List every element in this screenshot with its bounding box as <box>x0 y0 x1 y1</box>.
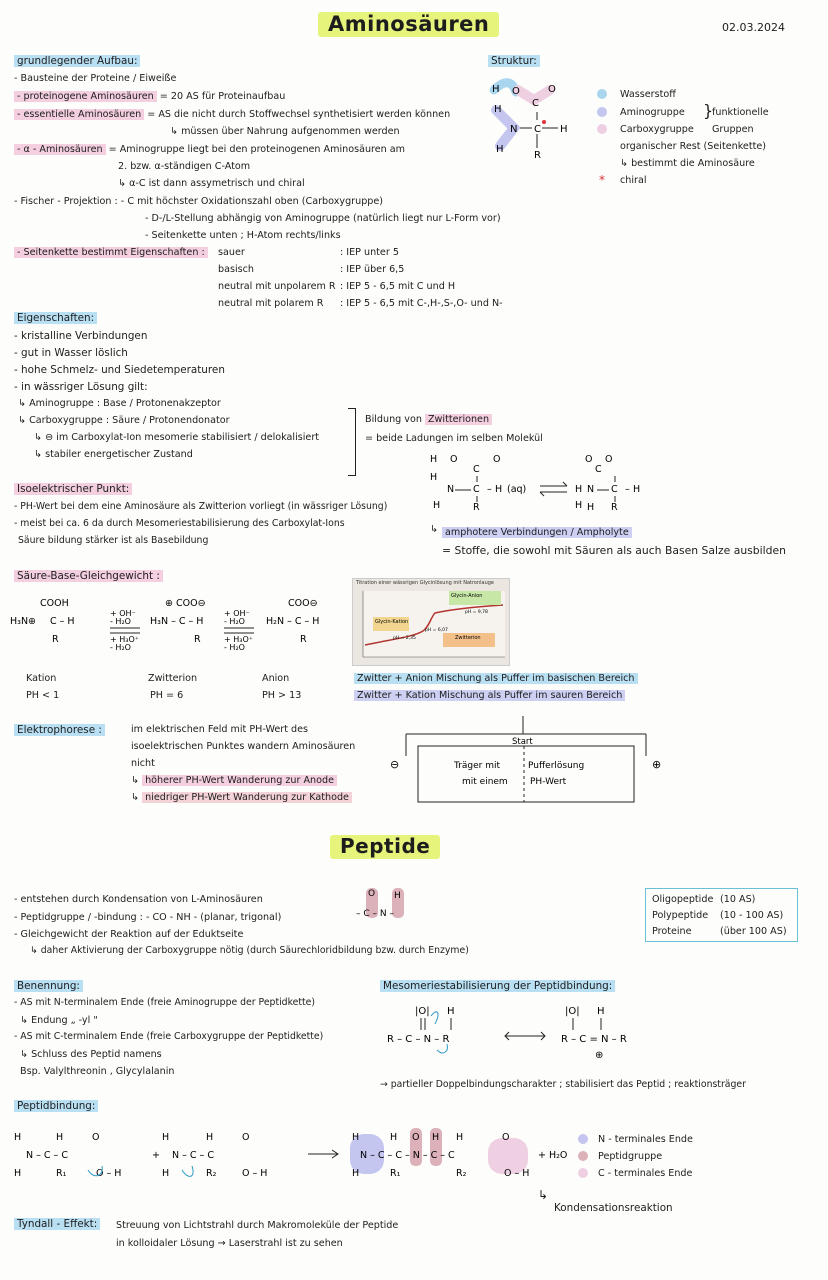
legend-label: organischer Rest (Seitenkette) <box>620 141 766 152</box>
text-line: amphotere Verbindungen / Ampholyte <box>442 527 632 538</box>
svg-text:mit einem: mit einem <box>462 777 508 787</box>
svg-text:C: C <box>595 464 602 475</box>
section-heading-aufbau: grundlegender Aufbau: <box>14 55 140 67</box>
svg-text:R – C – N – R: R – C – N – R <box>387 1034 450 1045</box>
buffer-note: Zwitter + Kation Mischung als Puffer im sauren Bereich <box>354 690 625 701</box>
text-line: - Seitenkette bestimmt Eigenschaften : <box>14 247 208 258</box>
text-line: ↳ niedriger PH-Wert Wanderung zur Kathode <box>131 792 352 803</box>
acid-base-equilibrium <box>10 588 350 660</box>
svg-text:H: H <box>575 484 583 495</box>
svg-text:H: H <box>575 500 583 511</box>
svg-text:–: – <box>487 484 492 495</box>
svg-text:N – C – C – N – C – C: N – C – C – N – C – C <box>360 1150 455 1161</box>
brace-icon: } <box>703 101 714 120</box>
text-line: - PH-Wert bei dem eine Aminosäure als Zwitterion vorliegt (in wässriger Lösung) <box>14 501 388 512</box>
legend-label: C - terminales Ende <box>598 1168 693 1179</box>
legend-label: Aminogruppe <box>620 107 685 118</box>
svg-text:H: H <box>206 1132 214 1143</box>
svg-text:O: O <box>605 454 613 465</box>
svg-text:O: O <box>368 889 376 899</box>
svg-text:O: O <box>512 86 520 97</box>
legend-dot-carboxygruppe <box>597 124 607 134</box>
svg-text:H: H <box>447 1006 455 1017</box>
species-name: Zwitterion <box>148 673 198 684</box>
section-heading-benennung: Benennung: <box>14 980 83 992</box>
text-line: - entstehen durch Kondensation von L-Aminosäuren <box>14 894 263 905</box>
svg-text:H: H <box>587 502 595 513</box>
svg-text:R: R <box>611 502 618 513</box>
prop-key: basisch <box>218 264 254 275</box>
amino-acid-structure <box>482 72 592 172</box>
legend-dot-n-terminal <box>578 1134 588 1144</box>
svg-text:H: H <box>433 500 441 511</box>
svg-text:R₁: R₁ <box>56 1168 67 1179</box>
section-heading-elektrophorese: Elektrophorese : <box>14 724 105 736</box>
svg-text:R₁: R₁ <box>390 1168 401 1179</box>
text-line: nicht <box>131 758 155 769</box>
bracket <box>348 408 356 476</box>
svg-text:+ H₃O⁺: + H₃O⁺ <box>110 635 139 644</box>
prop-value: : IEP 5 - 6,5 mit C-,H-,S-,O- und N- <box>340 298 503 309</box>
brace-label: Gruppen <box>712 124 754 135</box>
svg-text:O: O <box>412 1132 420 1143</box>
svg-text:H: H <box>456 1132 464 1143</box>
species-ph: PH = 6 <box>150 690 184 701</box>
star-icon: * <box>599 173 605 187</box>
text-line: Bsp. Valylthreonin , Glycylalanin <box>20 1066 175 1077</box>
peptide-bond-reaction <box>12 1126 572 1188</box>
text-line: ↳ müssen über Nahrung aufgenommen werden <box>170 126 400 137</box>
arrow-icon: ↳ <box>430 524 439 535</box>
svg-text:O: O <box>548 84 556 95</box>
section-heading-struktur: Struktur: <box>488 55 540 67</box>
svg-text:N – C – C: N – C – C <box>172 1150 214 1161</box>
legend-dot-wasserstoff <box>597 89 607 99</box>
section-heading-mesomerie: Mesomeriestabilisierung der Peptidbindung: <box>380 980 615 992</box>
svg-text:H: H <box>494 104 502 115</box>
svg-text:+ H₃O⁺: + H₃O⁺ <box>224 635 253 644</box>
svg-text:H: H <box>390 1132 398 1143</box>
svg-text:H₂N – C – H: H₂N – C – H <box>266 616 320 627</box>
titration-image: Titration einer wässrigen Glycinlösung mit Natronlauge Glycin-Kation Glycin-Anion Zwitterion pH = 2,35 pH = 6,07 pH = 9,78 <box>352 578 510 666</box>
svg-text:- H₂O: - H₂O <box>110 643 131 652</box>
svg-text:O: O <box>585 454 593 465</box>
svg-text:O – H: O – H <box>96 1168 122 1179</box>
box-key: Oligopeptide <box>652 894 714 905</box>
svg-text:(aq): (aq) <box>507 484 527 495</box>
legend-dot-peptidgruppe <box>578 1151 588 1161</box>
text-line: Bildung von Zwitterionen <box>365 414 492 425</box>
box-key: Polypeptide <box>652 910 709 921</box>
prop-key: neutral mit polarem R <box>218 298 324 309</box>
prop-value: : IEP über 6,5 <box>340 264 405 275</box>
svg-text:- H₂O: - H₂O <box>224 643 245 652</box>
box-value: (10 - 100 AS) <box>720 910 784 921</box>
text-line: - in wässriger Lösung gilt: <box>14 381 148 393</box>
page-title: Aminosäuren <box>318 12 499 37</box>
svg-text:pH = 9,78: pH = 9,78 <box>465 610 488 615</box>
svg-text:H: H <box>495 484 503 495</box>
legend-label: ↳ bestimmt die Aminosäure <box>620 158 755 169</box>
text-line: in kolloidaler Lösung → Laserstrahl ist zu sehen <box>116 1238 343 1249</box>
svg-text:pH = 6,07: pH = 6,07 <box>425 628 448 633</box>
svg-text:|O|: |O| <box>415 1006 430 1017</box>
text-line: ↳ Schluss des Peptid namens <box>20 1049 162 1060</box>
prop-key: sauer <box>218 247 245 258</box>
svg-text:C: C <box>611 484 618 495</box>
text-line: Kondensationsreaktion <box>554 1202 673 1214</box>
svg-text:H: H <box>432 1132 440 1143</box>
svg-text:+ H₂O: + H₂O <box>538 1150 568 1161</box>
svg-text:H: H <box>162 1168 170 1179</box>
svg-text:R: R <box>194 634 201 645</box>
text-line: ↳ daher Aktivierung der Carboxygruppe nötig (durch Säurechloridbildung bzw. durch Enzyme) <box>30 945 469 956</box>
svg-text:H: H <box>352 1132 360 1143</box>
svg-text:H: H <box>430 472 438 483</box>
svg-text:pH = 2,35: pH = 2,35 <box>393 636 416 641</box>
svg-text:⊕ COO⊖: ⊕ COO⊖ <box>165 598 206 609</box>
section-heading-gleichgewicht: Säure-Base-Gleichgewicht : <box>14 570 163 582</box>
species-name: Anion <box>262 673 290 684</box>
svg-text:H₃N – C – H: H₃N – C – H <box>150 616 204 627</box>
svg-text:Glycin-Kation: Glycin-Kation <box>375 619 409 625</box>
text-line: - kristalline Verbindungen <box>14 330 148 342</box>
svg-text:- H₂O: - H₂O <box>110 617 131 626</box>
text-line: ↳ ⊖ im Carboxylat-Ion mesomerie stabilisiert / delokalisiert <box>34 432 320 443</box>
svg-text:C: C <box>473 464 480 475</box>
text-line: Streuung von Lichtstrahl durch Makromoleküle der Peptide <box>116 1220 399 1231</box>
text-line: - Gleichgewicht der Reaktion auf der Eduktseite <box>14 929 244 940</box>
svg-text:O – H: O – H <box>242 1168 268 1179</box>
text-line: im elektrischen Feld mit PH-Wert des <box>131 724 309 735</box>
svg-text:R: R <box>473 502 480 513</box>
svg-text:C: C <box>473 484 480 495</box>
text-line: - essentielle Aminosäuren = AS die nicht durch Stoffwechsel synthetisiert werden können <box>14 109 450 120</box>
arrow-icon: ↳ <box>538 1188 549 1202</box>
peptide-group-structure <box>354 884 424 928</box>
svg-text:COO⊖: COO⊖ <box>288 598 318 609</box>
legend-label: chiral <box>620 175 647 186</box>
text-line: - Peptidgruppe / -bindung : - CO - NH - (planar, trigonal) <box>14 912 282 923</box>
brace-label: funktionelle <box>712 107 769 118</box>
legend-label: Carboxygruppe <box>620 124 694 135</box>
legend-label: Wasserstoff <box>620 89 676 100</box>
text-line: ↳ stabiler energetischer Zustand <box>34 449 193 460</box>
svg-text:H: H <box>496 144 504 155</box>
svg-text:H: H <box>560 124 568 135</box>
text-line: = beide Ladungen im selben Molekül <box>365 433 543 444</box>
legend-dot-aminogruppe <box>597 107 607 117</box>
box-value: (über 100 AS) <box>720 926 787 937</box>
text-line: - Bausteine der Proteine / Eiweiße <box>14 73 177 84</box>
svg-text:N: N <box>447 484 455 495</box>
svg-text:O: O <box>502 1132 510 1143</box>
text-line: ↳ Aminogruppe : Base / Protonenakzeptor <box>18 398 221 409</box>
legend-label: Peptidgruppe <box>598 1151 663 1162</box>
svg-text:H: H <box>430 454 438 465</box>
svg-text:Start: Start <box>512 737 533 747</box>
svg-text:C – H: C – H <box>50 616 75 627</box>
svg-text:PH-Wert: PH-Wert <box>530 777 567 787</box>
svg-text:H: H <box>394 891 401 901</box>
text-line: - proteinogene Aminosäuren = 20 AS für Proteinaufbau <box>14 91 285 102</box>
mesomerism-structures <box>385 1000 665 1064</box>
species-name: Kation <box>26 673 57 684</box>
electrophoresis-diagram <box>388 716 678 818</box>
svg-text:H: H <box>162 1132 170 1143</box>
svg-text:H: H <box>56 1132 64 1143</box>
svg-text:H: H <box>492 84 500 95</box>
box-value: (10 AS) <box>720 894 756 905</box>
section-title-peptide: Peptide <box>330 835 440 859</box>
svg-text:H: H <box>14 1132 22 1143</box>
svg-text:R₂: R₂ <box>456 1168 467 1179</box>
svg-text:Träger mit: Träger mit <box>454 761 500 771</box>
text-line: ↳ Carboxygruppe : Säure / Protonendonator <box>18 415 230 426</box>
svg-text:O: O <box>92 1132 100 1143</box>
svg-text:- H₂O: - H₂O <box>224 617 245 626</box>
svg-text:⊕: ⊕ <box>652 758 662 771</box>
svg-text:N: N <box>587 484 595 495</box>
svg-text:– C – N –: – C – N – <box>356 909 394 919</box>
text-line: ↳ Endung „ -yl " <box>20 1015 98 1026</box>
text-line: 2. bzw. α-ständigen C-Atom <box>118 161 251 172</box>
section-heading-iep: Isoelektrischer Punkt: <box>14 483 132 495</box>
text-line: - gut in Wasser löslich <box>14 347 128 359</box>
svg-text:–: – <box>625 484 630 495</box>
buffer-note: Zwitter + Anion Mischung als Puffer im basischen Bereich <box>354 673 638 684</box>
text-line: - D-/L-Stellung abhängig von Aminogruppe (natürlich liegt nur L-Form vor) <box>145 213 501 224</box>
text-line: isoelektrischen Punktes wandern Aminosäuren <box>131 741 356 752</box>
species-ph: PH < 1 <box>26 690 60 701</box>
svg-text:Pufferlösung: Pufferlösung <box>528 761 585 771</box>
svg-text:⊖: ⊖ <box>390 758 400 771</box>
species-ph: PH > 13 <box>262 690 302 701</box>
text-line: - AS mit N-terminalem Ende (freie Aminogruppe der Peptidkette) <box>14 997 315 1008</box>
svg-text:O: O <box>450 454 458 465</box>
svg-text:COOH: COOH <box>40 598 69 609</box>
svg-text:+ OH⁻: + OH⁻ <box>224 609 250 618</box>
prop-value: : IEP unter 5 <box>340 247 399 258</box>
prop-key: neutral mit unpolarem R <box>218 281 336 292</box>
text-line: = Stoffe, die sowohl mit Säuren als auch Basen Salze ausbilden <box>442 544 786 557</box>
svg-text:R: R <box>300 634 307 645</box>
text-line: Säure bildung stärker ist als Basebildung <box>18 535 209 546</box>
svg-text:Glycin-Anion: Glycin-Anion <box>451 593 483 599</box>
svg-text:C: C <box>532 98 539 109</box>
text-line: ↳ höherer PH-Wert Wanderung zur Anode <box>131 775 337 786</box>
svg-text:H: H <box>14 1168 22 1179</box>
svg-text:+: + <box>152 1150 160 1161</box>
text-line: - Seitenkette unten ; H-Atom rechts/links <box>145 230 341 241</box>
svg-text:|O|: |O| <box>565 1006 580 1017</box>
legend-dot-c-terminal <box>578 1168 588 1178</box>
svg-text:+ OH⁻: + OH⁻ <box>110 609 136 618</box>
svg-text:Zwitterion: Zwitterion <box>455 635 481 641</box>
date: 02.03.2024 <box>722 21 785 34</box>
svg-text:R – C = N – R: R – C = N – R <box>561 1034 627 1045</box>
svg-text:R: R <box>52 634 59 645</box>
section-heading-eigenschaften: Eigenschaften: <box>14 312 97 324</box>
svg-text:⊕: ⊕ <box>595 1050 604 1061</box>
box-key: Proteine <box>652 926 692 937</box>
svg-text:H: H <box>352 1168 360 1179</box>
svg-text:O: O <box>242 1132 250 1143</box>
section-heading-tyndall: Tyndall - Effekt: <box>14 1218 100 1230</box>
svg-text:H: H <box>633 484 641 495</box>
svg-text:N: N <box>510 124 518 135</box>
svg-text:H₃N⊕: H₃N⊕ <box>10 616 37 627</box>
svg-text:R₂: R₂ <box>206 1168 217 1179</box>
prop-value: : IEP 5 - 6,5 mit C und H <box>340 281 456 292</box>
legend-label: N - terminales Ende <box>598 1134 693 1145</box>
svg-text:H: H <box>597 1006 605 1017</box>
svg-text:N – C – C: N – C – C <box>26 1150 68 1161</box>
svg-text:O – H: O – H <box>504 1168 530 1179</box>
text-line: ↳ α-C ist dann assymetrisch und chiral <box>118 178 305 189</box>
zwitterion-equilibrium <box>425 450 655 520</box>
svg-text:O: O <box>493 454 501 465</box>
text-line: - meist bei ca. 6 da durch Mesomeriestabilisierung des Carboxylat-Ions <box>14 518 345 529</box>
text-line: - Fischer - Projektion : - C mit höchster Oxidationszahl oben (Carboxygruppe) <box>14 196 384 207</box>
svg-text:C: C <box>534 124 541 135</box>
section-heading-peptidbindung: Peptidbindung: <box>14 1100 98 1112</box>
text-line: - hohe Schmelz- und Siedetemperaturen <box>14 364 225 376</box>
text-line: - α - Aminosäuren = Aminogruppe liegt bei den proteinogenen Aminosäuren am <box>14 144 405 155</box>
text-line: - AS mit C-terminalem Ende (freie Carboxygruppe der Peptidkette) <box>14 1031 324 1042</box>
svg-text:R: R <box>534 150 541 161</box>
text-line: → partieller Doppelbindungscharakter ; stabilisiert das Peptid ; reaktionsträger <box>380 1079 746 1090</box>
